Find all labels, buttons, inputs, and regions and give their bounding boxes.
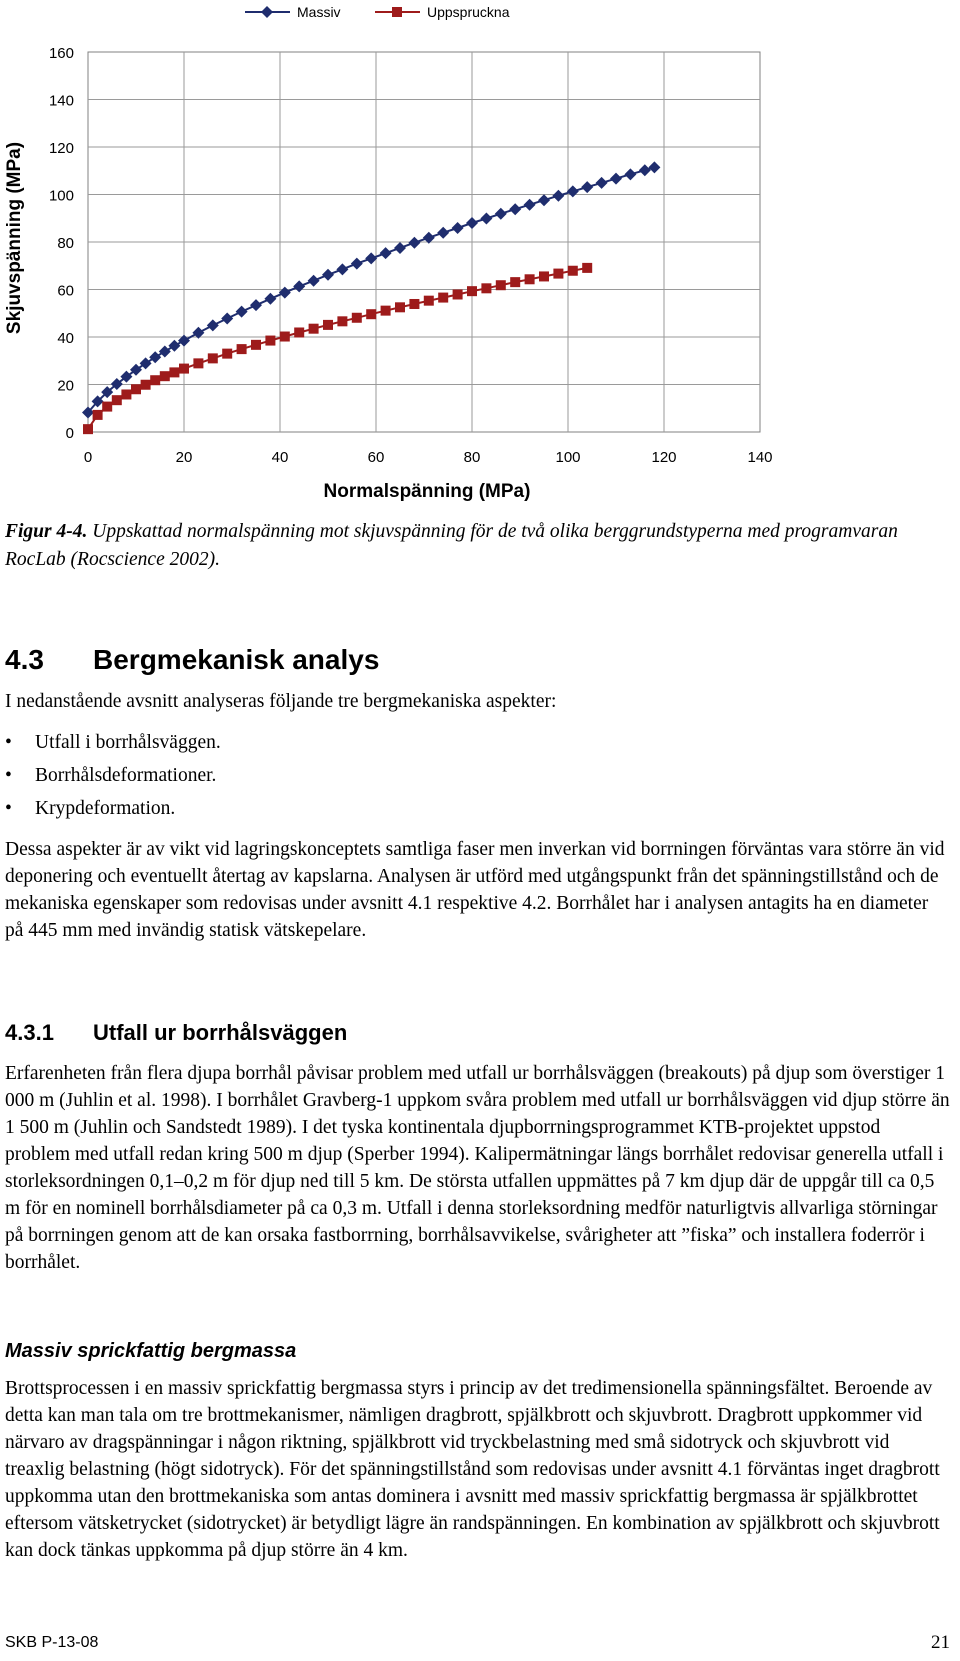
- list-item: • Krypdeformation.: [5, 792, 905, 825]
- data-point: [150, 375, 160, 385]
- figure-caption: [5, 518, 945, 574]
- data-point: [568, 266, 578, 276]
- data-point: [168, 340, 180, 352]
- x-tick-label: 20: [175, 449, 193, 466]
- data-point: [624, 168, 636, 180]
- data-point: [366, 309, 376, 319]
- y-axis-label: Skjuvspänning (MPa): [4, 141, 25, 335]
- data-point: [409, 299, 419, 309]
- x-tick-label: 40: [271, 449, 289, 466]
- data-point: [424, 296, 434, 306]
- section-paragraph: Dessa aspekter är av vikt vid lagringskonceptets samtliga faser men inverkan vid borrningen förväntas vara större än vid deponering och eventuellt återtag av kapslarna. Analysen är utförd med utgångspunkt från det spänningstillstånd och de mekaniska egenskaper som redovisas under avsnitt 4.1 respektive 4.2. Borrhålet har i analysen antagits ha en diameter på 445 mm med invändig statisk vätskepelare.: [5, 839, 945, 941]
- legend-label: Massiv: [297, 4, 341, 20]
- legend-marker: [261, 6, 273, 18]
- data-point: [525, 274, 535, 284]
- subsection-heading: [5, 1020, 347, 1046]
- data-point: [159, 345, 171, 357]
- data-point: [437, 227, 449, 239]
- data-point: [140, 357, 152, 369]
- data-point: [395, 302, 405, 312]
- data-point: [337, 316, 347, 326]
- y-tick-label: 160: [48, 45, 74, 62]
- data-point: [179, 364, 189, 374]
- data-point: [149, 351, 161, 363]
- data-point: [480, 212, 492, 224]
- x-axis-label: Normalspänning (MPa): [323, 481, 531, 502]
- subsection-paragraph: Erfarenheten från flera djupa borrhål påvisar problem med utfall ur borrhålsväggen (breakouts) på djup som överstiger 1 000 m (Juhlin et al. 1998). I borrhålet Gravberg-1 uppkom svåra problem med utfall ur borrhålsväggen vid djup större än 1 500 m (Juhlin och Sandstedt 1989). I det tyska kontinentala djupborrningsprogrammet KTB-projektet uppstod problem med utfall redan kring 500 m djup (Sperber 1994). Kalipermätningar längs borrhålet redovisar generella utfall i storleksordningen 0,1–0,2 m för djup ned till 5 km. De största utfallen uppmättes på 7 km djup där de uppgår till ca 0,5 m för en nominell borrhålsdiameter på ca 0,3 m. Utfall i denna storleksordning medför naturligtvis allvarliga störningar på borrningen genom att de kan orsaka fastborrning, borrhålsavvikelse, svårigheter att ”fiska” och installera foderrör i borrhålet.: [5, 1063, 950, 1273]
- data-point: [365, 252, 377, 264]
- data-point: [309, 324, 319, 334]
- data-point: [495, 208, 507, 220]
- data-point: [280, 332, 290, 342]
- data-point: [207, 319, 219, 331]
- data-point: [83, 424, 93, 434]
- data-point: [336, 263, 348, 275]
- y-tick-label: 100: [48, 187, 74, 205]
- page-number: 21: [931, 1632, 950, 1653]
- data-point: [279, 287, 291, 299]
- data-point: [264, 293, 276, 305]
- y-tick-label: 120: [48, 140, 74, 157]
- footer-report-id: SKB P-13-08: [5, 1634, 99, 1651]
- data-point: [509, 203, 521, 215]
- y-tick-label: 80: [57, 235, 74, 252]
- data-point: [293, 280, 305, 292]
- figure-caption-text: Uppskattad normalspänning mot skjuvspänning för de två olika berggrundstyperna med programvaran RocLab (Rocscience 2002).: [5, 521, 898, 570]
- data-point: [141, 380, 151, 390]
- list-item: • Utfall i borrhålsväggen.: [5, 726, 905, 759]
- data-point: [596, 177, 608, 189]
- data-point: [236, 306, 248, 318]
- section-title: Bergmekanisk analys: [93, 644, 380, 675]
- data-point: [539, 271, 549, 281]
- data-point: [394, 242, 406, 254]
- data-point: [294, 327, 304, 337]
- data-point: [322, 269, 334, 281]
- data-point: [408, 237, 420, 249]
- data-point: [552, 190, 564, 202]
- y-tick-label: 40: [57, 330, 74, 347]
- y-tick-label: 0: [65, 425, 74, 442]
- list-item: • Borrhålsdeformationer.: [5, 759, 905, 792]
- data-point: [510, 277, 520, 287]
- data-point: [222, 349, 232, 359]
- data-point: [121, 389, 131, 399]
- data-point: [496, 280, 506, 290]
- x-tick-label: 120: [651, 449, 677, 466]
- subsection-number: 4.3.1: [5, 1020, 54, 1045]
- data-point: [453, 289, 463, 299]
- data-point: [481, 283, 491, 293]
- section-number: 4.3: [5, 644, 44, 675]
- section-heading: [5, 644, 379, 676]
- chart-series: [82, 161, 660, 434]
- data-point: [131, 384, 141, 394]
- shear-stress-chart: [0, 0, 960, 510]
- data-point: [582, 263, 592, 273]
- y-tick-label: 20: [57, 377, 74, 395]
- data-point: [221, 312, 233, 324]
- data-point: [351, 258, 363, 270]
- data-point: [467, 286, 477, 296]
- x-tick-label: 100: [555, 449, 581, 466]
- data-point: [648, 161, 660, 173]
- x-tick-label: 0: [83, 449, 93, 466]
- data-point: [193, 358, 203, 368]
- data-point: [610, 173, 622, 185]
- data-point: [265, 336, 275, 346]
- data-point: [93, 410, 103, 420]
- data-point: [308, 275, 320, 287]
- data-point: [112, 395, 122, 405]
- data-point: [452, 222, 464, 234]
- data-point: [567, 185, 579, 197]
- data-point: [323, 320, 333, 330]
- data-point: [102, 402, 112, 412]
- data-point: [538, 194, 550, 206]
- data-point: [251, 340, 261, 350]
- data-point: [466, 217, 478, 229]
- data-point: [352, 313, 362, 323]
- legend-marker: [392, 7, 402, 17]
- legend-label: Uppspruckna: [427, 4, 510, 20]
- subsection-title: Utfall ur borrhålsväggen: [93, 1020, 348, 1045]
- data-point: [169, 367, 179, 377]
- x-tick-label: 60: [367, 449, 385, 466]
- figure-caption-label: Figur 4-4.: [5, 521, 88, 542]
- data-point: [524, 199, 536, 211]
- y-tick-label: 60: [57, 282, 74, 300]
- section-intro: I nedanstående avsnitt analyseras följande tre bergmekaniska aspekter:: [5, 691, 557, 712]
- x-tick-label: 80: [463, 449, 481, 466]
- data-point: [581, 181, 593, 193]
- subheading-paragraph: Brottsprocessen i en massiv sprickfattig bergmassa styrs i princip av det tredimensionella spänningsfältet. Beroende av detta kan man tala om tre brottmekanismer, nämligen dragbrott, spjälkbrott och skjuvbrott. Dragbrott uppkommer vid närvaro av dragspänningar i någon riktning, spjälkbrott vid tryckbelastning med små sidotryck och skjuvbrott vid treaxlig belastning (högt sidotryck). För det spänningstillstånd som redovisas under avsnitt 4.1 förväntas inget dragbrott uppkomma utan den brottmekaniska som antas dominera i avsnitt med massiv sprickfattig bergmassa är spjälkbrottet eftersom vätsketrycket (sidotrycket) är betydligt lägre än randspänningen. En kombination av spjälkbrott och skjuvbrott kan dock tänkas uppkomma på djup större än 4 km.: [5, 1378, 940, 1561]
- y-tick-label: 140: [48, 92, 74, 110]
- chart-grid: [88, 52, 760, 432]
- subheading: Massiv sprickfattig bergmassa: [5, 1340, 297, 1362]
- x-tick-label: 140: [747, 449, 773, 466]
- data-point: [639, 164, 651, 176]
- y-axis-ticks: [49, 45, 74, 442]
- x-axis-ticks: [84, 449, 773, 466]
- data-point: [381, 306, 391, 316]
- data-point: [237, 344, 247, 354]
- series-uppspruckna: [83, 263, 592, 434]
- aspect-list: [5, 726, 905, 825]
- data-point: [380, 247, 392, 259]
- data-point: [160, 371, 170, 381]
- data-point: [250, 299, 262, 311]
- chart-legend: [245, 4, 510, 20]
- data-point: [178, 335, 190, 347]
- data-point: [208, 353, 218, 363]
- data-point: [438, 293, 448, 303]
- data-point: [553, 269, 563, 279]
